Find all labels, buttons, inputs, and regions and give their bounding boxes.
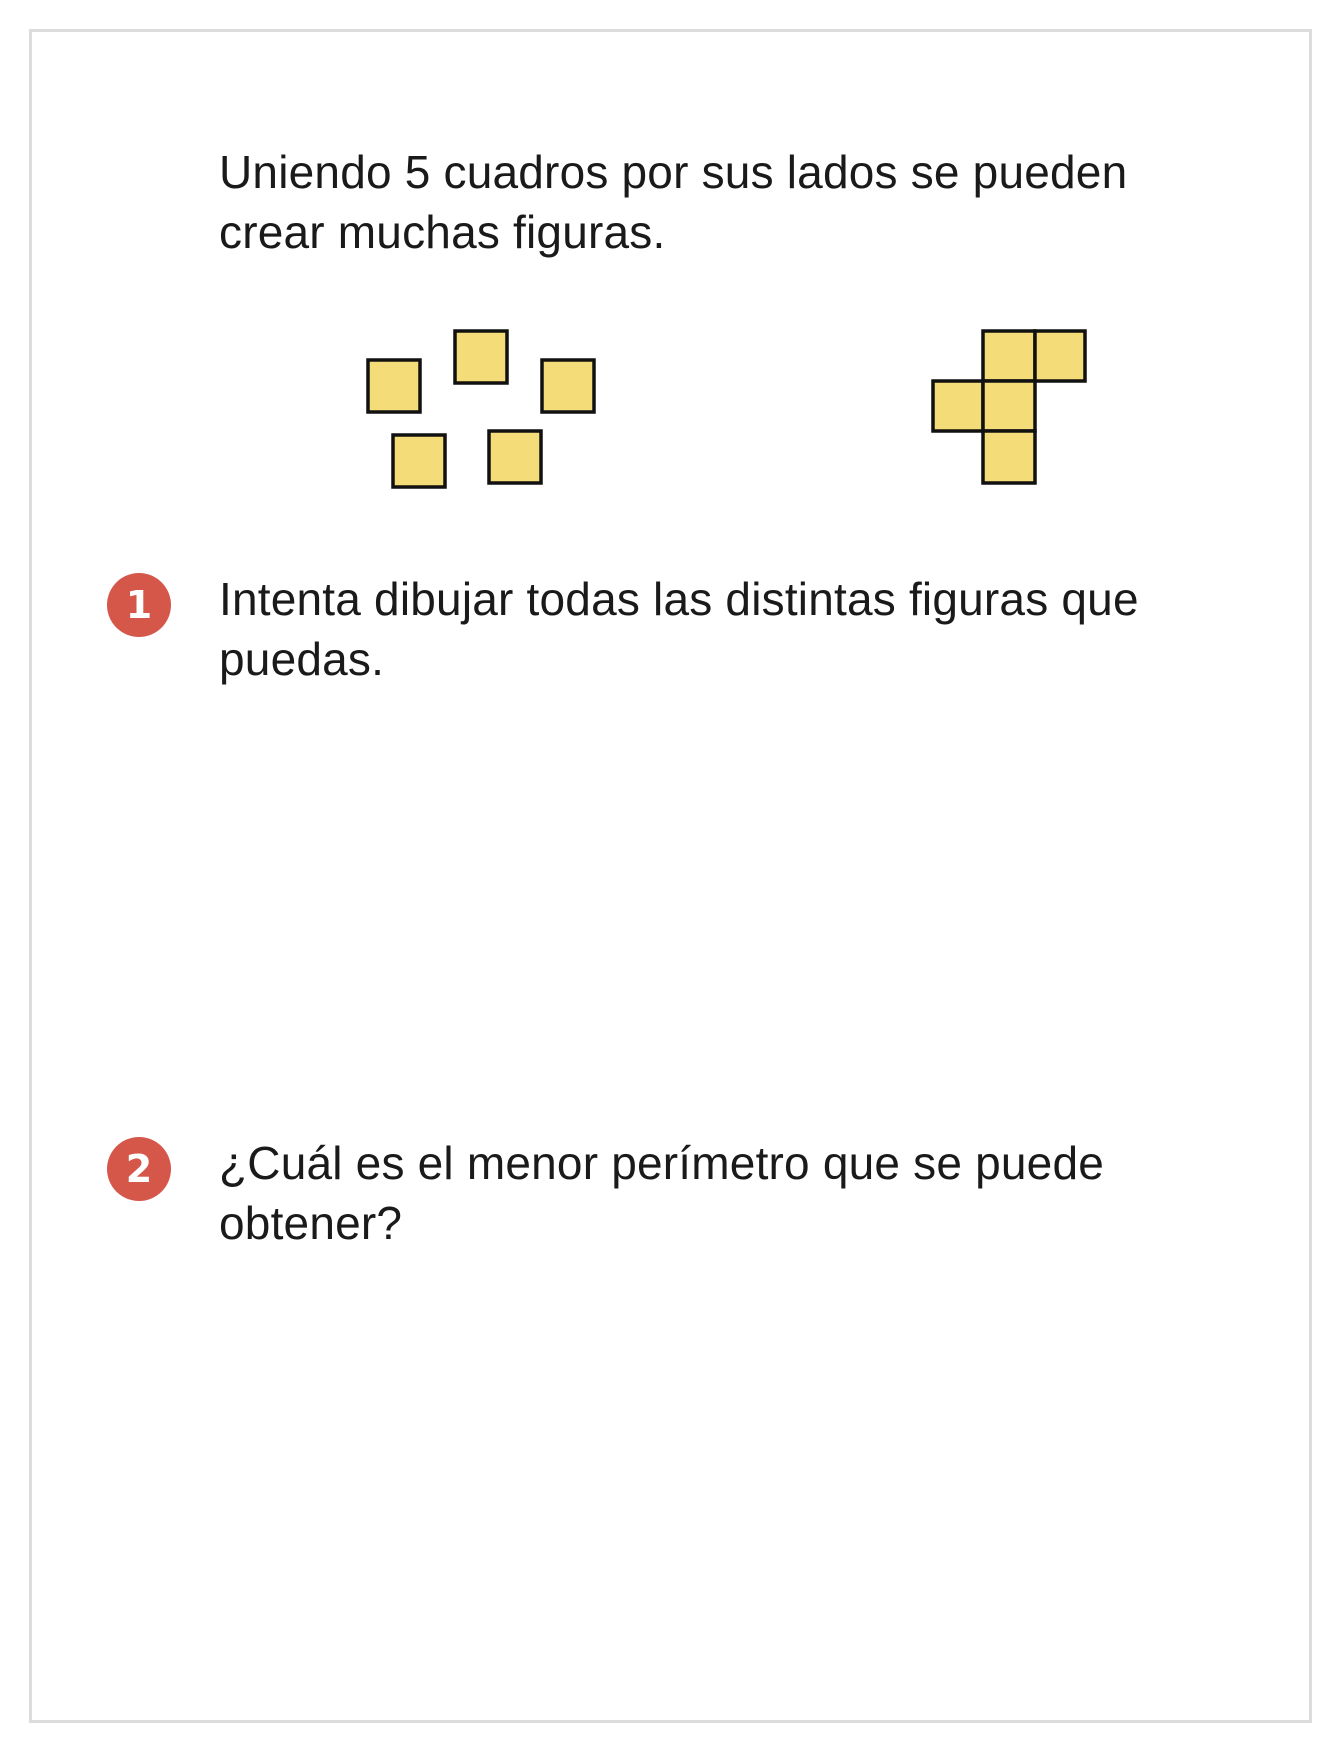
question-2-badge: 2: [107, 1137, 171, 1201]
joined-square: [1035, 331, 1085, 381]
question-2-text: ¿Cuál es el menor perímetro que se puede obtener?: [219, 1137, 1105, 1249]
loose-square: [368, 360, 420, 412]
joined-square: [983, 431, 1035, 483]
question-1-badge: 1: [107, 573, 171, 637]
joined-square: [933, 381, 983, 431]
joined-square: [983, 331, 1035, 381]
loose-square: [393, 435, 445, 487]
loose-squares-group: [368, 331, 594, 487]
intro-text: Uniendo 5 cuadros por sus lados se pueden crear muchas figuras.: [219, 146, 1128, 258]
joined-square: [983, 381, 1035, 431]
loose-square: [455, 331, 507, 383]
loose-square: [542, 360, 594, 412]
loose-square: [489, 431, 541, 483]
joined-pentomino-shape: [933, 331, 1085, 483]
question-1-text: Intenta dibujar todas las distintas figuras que puedas.: [219, 573, 1139, 685]
